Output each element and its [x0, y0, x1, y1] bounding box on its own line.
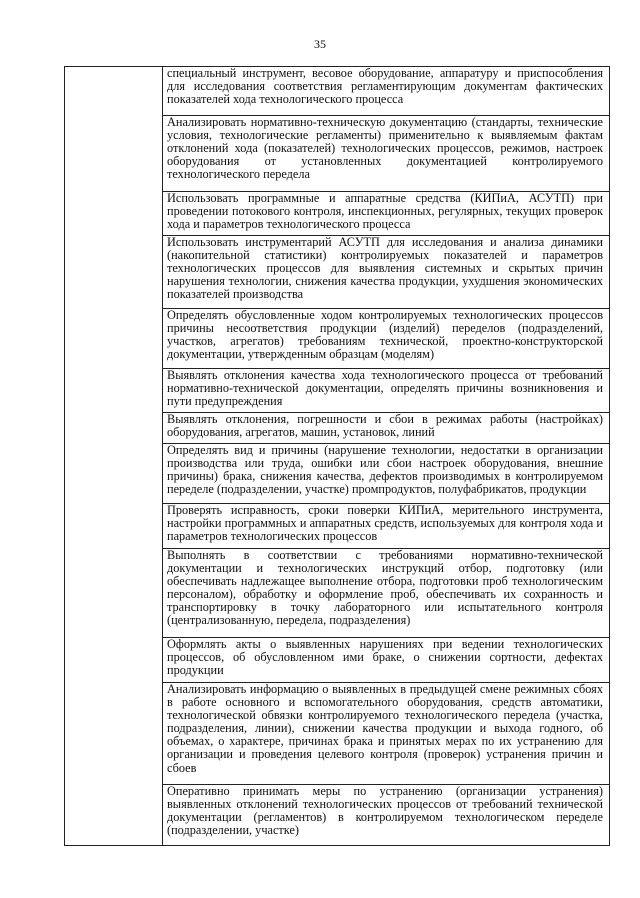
- table-row: Выявлять отклонения, погрешности и сбои в режимах работы (настройках) оборудования, агрегатов, машин, установок, линий: [163, 413, 609, 444]
- table-row: Использовать программные и аппаратные средства (КИПиА, АСУТП) при проведении потокового контроля, инспекционных, регулярных, текущих проверок хода и параметров технологического процесса: [163, 192, 609, 236]
- table-row: Оформлять акты о выявленных нарушениях при ведении технологических процессов, об обусловленном ими браке, о снижении сортности, дефектах продукции: [163, 638, 609, 683]
- table-row: специальный инструмент, весовое оборудование, аппаратуру и приспособления для исследования соответствия регламентирующим документам фактических показателей хода технологического процесса: [163, 67, 609, 116]
- table-row: Выполнять в соответствии с требованиями нормативно-технической документации и технологических инструкций отбор, подготовку (или обеспечивать надлежащее выполнение отбора, подготовки проб технологическим персоналом), обработку и оформление проб, обеспечивать их сохранность и транспортировку в точку лабораторного или испытательного контроля (централизованную, передела, подразделения): [163, 549, 609, 638]
- table-row: Использовать инструментарий АСУТП для исследования и анализа динамики (накопительной статистики) контролируемых показателей и параметров технологических процессов для выявления системных и скрытых причин нарушения технологии, снижения качества продукции, ухудшения экономических показателей производства: [163, 236, 609, 309]
- table-row: Определять вид и причины (нарушение технологии, недостатки в организации производства или труда, ошибки или сбои настроек оборудования, внешние причины) брака, снижения качества, дефектов производимых в контролируемом переделе (подразделении, участке) промпродуктов, полуфабрикатов, продукции: [163, 444, 609, 504]
- table-right-column: [163, 67, 609, 845]
- page-number: 35: [314, 37, 326, 51]
- table-row: Анализировать информацию о выявленных в предыдущей смене режимных сбоях в работе основного и вспомогательного оборудования, средств автоматики, технологической обвязки контролируемого технологического передела (участка, подразделения, линии), снижении качества продукции и выхода годного, об объемах, о характере, причинах брака и принятых мерах по их устранению для организации и проведения целевого контроля (проверок) устранения причин и сбоев: [163, 683, 609, 785]
- table-left-column: [65, 67, 163, 845]
- table-row: Проверять исправность, сроки поверки КИПиА, мерительного инструмента, настройки программных и аппаратных средств, используемых для контроля хода и параметров технологических процессов: [163, 504, 609, 549]
- table-row: Определять обусловленные ходом контролируемых технологических процессов причины несоответствия продукции (изделий) переделов (подразделений, участков, агрегатов) требованиям технической, проектно-конструкторской документации, утвержденным образцам (моделям): [163, 309, 609, 369]
- table-row: Оперативно принимать меры по устранению (организации устранения) выявленных отклонений технологических процессов от требований технической документации (регламентов) в контролируемом технологическом переделе (подразделении, участке): [167, 785, 603, 838]
- table-row: Анализировать нормативно-техническую документацию (стандарты, технические условия, технологические регламенты) применительно к выявляемым фактам отклонений хода (показателей) технологических процессов, режимов, настроек оборудования от установленных документацией контролируемого технологического передела: [163, 116, 609, 192]
- table-row: Выявлять отклонения качества хода технологического процесса от требований нормативно-технической документации, определять причины возникновения и пути предупреждения: [163, 369, 609, 413]
- skills-table: [64, 66, 610, 846]
